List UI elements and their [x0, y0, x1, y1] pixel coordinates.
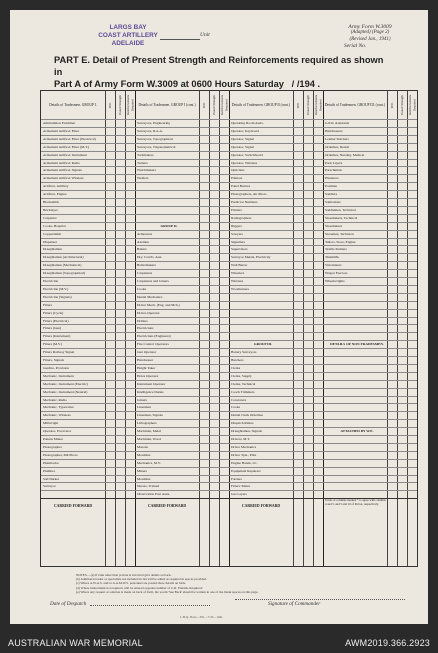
trade-label: Instrument Operator — [137, 381, 166, 386]
trade-label: Mechanics, M.V. — [137, 460, 161, 465]
trade-label — [323, 374, 325, 378]
trade-label: Fitters (Electrical) — [43, 318, 69, 323]
trade-label: Fitters (Gun) — [43, 326, 62, 331]
trade-label: Equipment Repairers — [231, 468, 261, 473]
trade-label: Surveyor Metals, Electricity — [231, 255, 271, 260]
trade-label: Wagon Erectors — [325, 271, 348, 276]
trade-label: Plumber — [43, 468, 55, 473]
trade-label — [135, 192, 137, 196]
trade-label: Operating Room Assts. — [231, 121, 264, 125]
signature-label: Signature of Commander — [268, 601, 321, 607]
trade-label: Carpenters and Joiners — [137, 279, 169, 283]
serial-number-label: Serial No. — [344, 43, 367, 49]
strength-table — [40, 90, 418, 567]
trade-label — [229, 295, 231, 299]
trade-label: Axemen — [137, 239, 149, 244]
trade-label — [323, 484, 325, 488]
trade-label: Wall Barrer — [231, 263, 248, 268]
trade-label: Hairdressers — [325, 128, 343, 133]
unit-stamp — [88, 24, 168, 48]
header-col-text: W.E. — [107, 101, 112, 109]
trade-label: Cooks, Hospital — [43, 223, 66, 228]
trade-label: Fitters, Signals — [43, 358, 65, 362]
form-reference — [328, 24, 412, 43]
trade-label: Radiographers — [231, 215, 252, 220]
trade-label: Electrician — [43, 279, 59, 283]
trade-label: Armament Artificer Signals — [43, 168, 82, 173]
trade-label: Dispenser — [43, 239, 57, 244]
trade-label: Leather Stitchers — [325, 136, 349, 141]
trade-label: Orderlies, Dental — [325, 144, 350, 149]
trade-label: Printers — [231, 207, 242, 212]
trade-label: Driver Tpts., Pilot — [231, 452, 257, 457]
trade-label: Operator, Signal — [231, 144, 254, 149]
header-col-text: Posted Strength — [305, 94, 310, 116]
trade-label: Mechanic, Radio — [43, 397, 67, 402]
header-col-text: Reinforcements Required — [313, 94, 322, 116]
trade-label: Saddlemen, Technical — [325, 207, 356, 212]
trade-label: Mechanic, Instrument (Electric) — [43, 381, 88, 386]
trade-label: Pattern Maker — [43, 437, 63, 441]
printer-imprint: L.H.Q. Press—391—7/43—10m. — [180, 615, 223, 619]
trade-label: Tailors, Store, Engine — [325, 239, 356, 244]
header-col-text: W.E. — [389, 101, 394, 109]
unit-label: Unit — [200, 32, 210, 38]
form-notes — [76, 573, 396, 594]
trade-label: Moulders — [137, 452, 151, 457]
trade-label: Armourers — [137, 231, 153, 236]
trade-label: Gas Layers — [231, 492, 247, 497]
note-a: NOTES.—(a) If rank other than private is involved give details on back. — [76, 573, 172, 577]
trade-label: Photographer — [43, 444, 62, 449]
trade-label: Fitters — [43, 302, 52, 307]
trade-label: Riggers — [231, 223, 242, 228]
trade-label — [323, 445, 325, 449]
archive-name: AUSTRALIAN WAR MEMORIAL — [8, 638, 143, 648]
note-d: (d) Where inducement not required, will be entered opposite number of C.R. 'Details, Required.' — [76, 585, 203, 590]
note-c: (c) Where A.W.A.S. and/or A.A.M.W.S. personnel are posted show details on back. — [76, 581, 187, 586]
trade-label: Intelligence Duties — [137, 389, 164, 394]
trade-label: Supervisors — [231, 247, 248, 252]
note-b: (b) Additional trades or specialists not included in list will be added as required in spaces provided. — [76, 577, 207, 582]
trade-label — [323, 334, 325, 338]
header-col-1-reinforcements — [125, 91, 135, 119]
trade-label: Electricians (Engineers) — [137, 334, 171, 339]
trade-label: Butchers — [231, 358, 244, 362]
trade-label: Fitters (Cycle) — [43, 310, 64, 315]
trade-label: Armament Artificer Radio — [43, 160, 80, 165]
trade-label: Photographer, Mil Photo — [43, 452, 78, 457]
header-col-3-reinforcements — [313, 91, 323, 119]
trade-label: Fire Control Operators — [137, 342, 169, 347]
trade-label: Signallers — [231, 239, 245, 244]
trade-label: Postmen — [325, 184, 338, 189]
trade-label: Wheelwrights — [325, 279, 345, 283]
header-col-3-posted — [303, 91, 313, 119]
header-col-2-we — [199, 91, 209, 119]
trade-label: Toolmakers — [137, 152, 154, 157]
title-line-2-text: Part A of Army Form W.3009 at 0600 Hours Saturday — [54, 79, 284, 89]
trade-label: Wheelers — [231, 271, 245, 276]
trade-label: Carpenters — [137, 271, 153, 276]
trade-label: Artificer, Artillery — [43, 184, 69, 189]
trade-label: Height Taker — [137, 365, 156, 370]
unit-underline — [160, 39, 200, 40]
trade-label — [229, 303, 231, 307]
stamp-line-3: ADELAIDE — [111, 40, 145, 47]
header-col-text: Reinforcements Required — [125, 94, 134, 116]
trade-label: Storemen, Technical — [325, 231, 354, 236]
trade-label: Carpenter — [43, 215, 57, 220]
trade-label — [229, 334, 231, 338]
trade-label: Driver Mech. (Eng. and Mch.) — [137, 302, 180, 307]
trade-label: Pack Layers — [325, 160, 343, 165]
trade-label: Surveyors, Trigonometrical — [137, 144, 176, 149]
form-ref-line-1: Army Form W.3009 — [348, 24, 392, 30]
trade-label — [323, 453, 325, 457]
trade-label — [323, 492, 325, 496]
header-col-1-we — [105, 91, 115, 119]
trade-label: Sawyers — [231, 231, 243, 236]
trade-label: Clerks — [231, 365, 241, 370]
trade-label: Fitters' Mates — [231, 484, 251, 489]
trade-label: Machinist, Wood — [137, 437, 161, 441]
trade-label: Millwright — [43, 421, 59, 426]
trade-label: Tinsmiths — [325, 255, 339, 260]
header-col-1-posted — [115, 91, 125, 119]
trade-label — [323, 358, 325, 362]
title-date-slots: / /194 . — [291, 79, 321, 89]
trade-label: Artificer, Engine — [43, 192, 67, 197]
trade-label: Watchmakers — [137, 168, 156, 173]
trade-label: GROUP II. — [160, 223, 178, 228]
trade-label: ATTACHED BY W.E. — [340, 429, 374, 434]
form-ref-line-2: (Adapted) (Page 2) — [350, 30, 390, 36]
trade-label: Surveyors, R.A.A. — [137, 128, 163, 133]
trade-label: Dry. Cond's. Asst. — [137, 255, 163, 260]
trade-label — [323, 398, 325, 402]
trade-label: Hairdresser — [137, 358, 154, 362]
trade-label: Draughtsman (Topographical) — [43, 271, 86, 276]
trade-label — [323, 350, 325, 354]
trade-label — [135, 200, 137, 204]
trade-label: Blacksmith — [43, 200, 59, 204]
trade-label: Clerks, Supply — [231, 373, 252, 378]
header-details-group-4: Details of Tradesmen. GROUP III. (cont.) — [324, 102, 386, 107]
trade-label: Gun Operator — [137, 350, 157, 355]
header-col-3-we — [293, 91, 303, 119]
trade-label: Turners — [137, 160, 148, 165]
trade-label: Ammunition Examiner — [43, 121, 76, 125]
trade-label: Operator, Excavator — [43, 429, 72, 434]
trade-label: Photographers, Air Photo — [231, 192, 267, 197]
trade-label: Coppersmith — [43, 231, 62, 236]
trade-label: Sanitations — [325, 200, 341, 204]
stamp-line-1: LARGS BAY — [109, 24, 147, 31]
trade-label — [323, 366, 325, 370]
trade-label: Panel Beaters — [231, 184, 251, 189]
trade-label: Opticians — [231, 168, 245, 173]
trade-label: Draughtsmen, Signals — [231, 429, 262, 434]
trade-label: Wireless — [231, 279, 244, 283]
trade-label — [135, 184, 137, 188]
trade-label — [323, 477, 325, 481]
trade-label: GROUP III. — [253, 342, 273, 347]
trade-label: Plasterers — [325, 176, 339, 181]
header-col-text: W.E. — [201, 101, 206, 109]
trade-label: Fitters (Instrument) — [43, 334, 71, 339]
trade-label: Surveyor — [43, 484, 56, 489]
trade-label — [323, 382, 325, 386]
despatch-date-line — [90, 605, 210, 606]
trade-label: DETAILS OF NON-TRADESMEN. — [330, 342, 384, 347]
trade-label: Pharmacist — [43, 460, 59, 465]
header-col-text: Posted Strength — [117, 94, 122, 116]
archive-accession-number: AWM2019.366.2923 — [345, 638, 430, 648]
trade-label: Shoemakers, Technical — [325, 215, 358, 220]
trade-label: Gunfire, Provision — [43, 365, 70, 370]
trade-label: Armament Artificer Fitter — [43, 128, 80, 133]
header-col-text: W.E. — [295, 101, 300, 109]
trade-label: Fitters (M.V.) — [43, 342, 63, 347]
trade-label: Draughtsman (Architectural) — [43, 255, 84, 260]
trade-label — [323, 437, 325, 441]
trade-label: Draughtsman (Mechanical) — [43, 263, 82, 268]
trade-label: Mechanic, Instrument (Neutral) — [43, 389, 88, 394]
trade-label — [229, 311, 231, 315]
trade-label: Surveyors, Topographical — [137, 136, 174, 141]
form-title — [54, 54, 394, 90]
trade-label: Drillers — [137, 318, 148, 323]
carried-forward-label: CARRIED FORWARD — [53, 504, 93, 509]
trade-label: Coach Trimmers — [231, 389, 255, 394]
header-details-group-3: Details of Tradesmen. GROUP II (cont.) — [231, 102, 291, 107]
trade-label: Linesman — [137, 405, 151, 410]
signature-line — [235, 599, 405, 600]
trade-label: Woodturners — [231, 286, 249, 291]
trade-label: Boilermakers — [137, 263, 156, 268]
trade-label: Dispatch Riders — [231, 421, 254, 426]
title-line-1: PART E. Detail of Present Strength and Reinforcements required as shown in — [54, 55, 384, 77]
trade-label: Armament Artificer Fitter (M.T.) — [43, 144, 90, 149]
trade-label — [323, 461, 325, 465]
trade-label: Cooks — [231, 405, 240, 410]
trade-label: Driver Mechanics — [231, 444, 257, 449]
trade-label: Joiners — [137, 397, 147, 402]
trade-label — [323, 311, 325, 315]
trade-label: Draughtsman — [43, 247, 62, 252]
trade-label: Battery Surveyors — [231, 350, 257, 355]
trade-label: Predictor Numbers — [231, 200, 258, 204]
header-col-2-reinforcements — [219, 91, 229, 119]
header-details-group-1: Details of Tradesmen. GROUP I. — [49, 102, 97, 107]
trade-label: Observation Post Assts. — [137, 492, 171, 497]
trade-label: Surveyors, Engineering — [137, 121, 171, 125]
trade-label: Mechanic, Wireless — [43, 413, 71, 418]
carried-forward-label: CARRIED FORWARD — [241, 504, 281, 509]
trade-label: Shoemakers — [325, 223, 343, 228]
trade-label: Dental Mechanics — [137, 294, 163, 299]
trade-label — [323, 295, 325, 299]
trade-label: Parachutists — [325, 168, 342, 173]
trade-label: Cooks — [137, 286, 146, 291]
trade-label: Electrician (Signals) — [43, 294, 72, 299]
trade-label: Bricklayer — [43, 207, 58, 212]
trade-label: Electrician (M.V.) — [43, 286, 69, 291]
trade-label: Machinist, Metal — [137, 429, 161, 434]
trade-label — [323, 390, 325, 394]
trade-label: Welders — [137, 176, 149, 181]
trade-label — [323, 303, 325, 307]
header-col-text: Posted Strength — [211, 94, 216, 116]
trade-label — [323, 469, 325, 473]
trade-label: Bakers — [137, 247, 147, 252]
trade-label: Clerks, Technical — [231, 381, 256, 386]
stamp-line-2: COAST ARTILLERY — [98, 32, 158, 39]
form-sheet — [10, 10, 428, 624]
trade-label — [135, 208, 137, 212]
trade-label: Moulders — [137, 476, 151, 481]
note-e: (e) Where any request or solution is made on back of form, the words 'See Back' should be written in one of the blank spaces on this page. — [76, 589, 259, 594]
trade-label: Linesman, Signals — [137, 413, 163, 418]
trade-label — [323, 413, 325, 417]
form-ref-line-3: (Revised Jan., 1941) — [349, 36, 391, 42]
header-col-text: Posted Strength — [399, 94, 404, 116]
trade-label: Lithographers — [137, 421, 157, 426]
trade-label: Operator, Keyboard — [231, 128, 259, 133]
trade-label: Mechanic, Instrument — [43, 373, 74, 378]
trade-label: Drivers, M.T. — [231, 437, 250, 441]
trade-label: Driver-Operator — [137, 310, 160, 315]
header-col-4-we — [387, 91, 397, 119]
title-line-2 — [54, 78, 394, 90]
trade-label: Textile Knitters — [325, 247, 347, 252]
totals-note: Totals of columns marked * to agree with columns 4 and 5, and 5 and 10 of Part A, respectively. — [325, 498, 386, 506]
trade-label: Miners — [137, 468, 147, 473]
archive-footer — [0, 634, 438, 653]
trade-label: Electricians — [137, 326, 154, 331]
trade-label: Saddlers — [325, 192, 338, 197]
trade-label: Vulcanizers — [325, 263, 342, 268]
carried-forward-label: CARRIED FORWARD — [147, 504, 187, 509]
trade-label: Nurses, Trained — [137, 484, 160, 489]
trade-label: Holes Operator — [137, 373, 159, 378]
trade-label — [323, 421, 325, 425]
trade-label — [41, 492, 43, 496]
trade-label — [323, 405, 325, 409]
header-col-2-posted — [209, 91, 219, 119]
trade-label: Armament Artificer Instrument — [43, 152, 87, 157]
header-details-group-2: Details of Tradesmen. GROUP I (cont.) — [138, 102, 196, 107]
trade-label: Painters — [231, 176, 243, 181]
trade-label: Operator, Wireless — [231, 160, 258, 165]
trade-label: Masons — [137, 444, 148, 449]
date-of-despatch-label: Date of Despatch — [50, 601, 87, 607]
trade-label: Sail Darker — [43, 476, 60, 481]
header-col-4-posted — [397, 91, 407, 119]
trade-label: Operator, Signal — [231, 136, 254, 141]
trade-label: Armament Artificer Wireless — [43, 176, 84, 181]
trade-label: Farriers — [231, 476, 242, 481]
trade-label: Operator, Switchboard — [231, 152, 263, 157]
trade-label: Concreters — [231, 397, 247, 402]
trade-label: Orderlies, Nursing, Medical — [325, 152, 365, 157]
trade-label: G.P.O. Assistants — [325, 121, 350, 125]
trade-label — [135, 216, 137, 220]
trade-label: Dental Clerk Orderlies — [231, 413, 263, 418]
header-col-4-reinforcements — [407, 91, 417, 119]
trade-label — [323, 319, 325, 323]
trade-label: Fitters Railway Signal — [43, 350, 75, 355]
trade-label: Engine Hands, I.C. — [231, 460, 258, 465]
trade-label — [323, 287, 325, 291]
trade-label: Armament Artificer Fitter (Electrical) — [43, 136, 96, 141]
trade-label — [323, 326, 325, 330]
trade-label — [229, 326, 231, 330]
trade-label: Mechanic, Typewriter — [43, 405, 74, 410]
header-col-text: Reinforcements Required — [407, 94, 416, 116]
header-col-text: Reinforcements Required — [219, 94, 228, 116]
trade-label — [229, 319, 231, 323]
